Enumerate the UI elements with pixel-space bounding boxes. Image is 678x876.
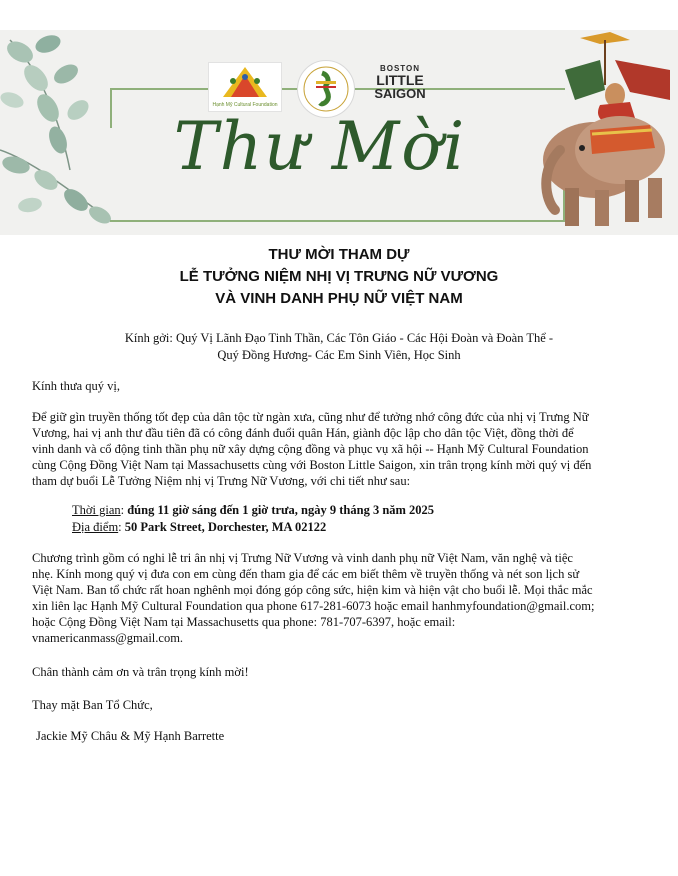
heading-line-3: VÀ VINH DANH PHỤ NỮ VIỆT NAM — [215, 290, 463, 307]
heading-line-1: THƯ MỜI THAM DỰ — [268, 246, 410, 263]
people-triangle-icon — [209, 63, 281, 103]
invitation-heading — [0, 244, 678, 310]
paragraph-line: Vương, hai vị anh thư đầu tiên đã có công đánh đuổi quân Hán, giành độc lập cho dân tộc Việt, đồng thời để — [32, 426, 574, 440]
paragraph-line: Việt Nam. Ban tổ chức rất hoan nghênh mọi đóng góp công sức, hiện kim và hiện vật cho buổi lễ. Mọi thắc mắc — [32, 583, 593, 597]
event-time: Thời gian: đúng 11 giờ sáng đến 1 giờ trưa, ngày 9 tháng 3 năm 2025 — [72, 503, 435, 517]
logo-little-text: LITTLE — [376, 72, 424, 88]
frame-left-edge — [110, 88, 112, 128]
time-label: Thời gian — [72, 503, 121, 517]
heading-line-2: LỄ TƯỞNG NIỆM NHỊ VỊ TRƯNG NỮ VƯƠNG — [179, 268, 499, 285]
invitation-script-title: Thư Mời — [173, 108, 467, 185]
boston-little-saigon-logo — [374, 65, 426, 100]
trung-sisters-elephant-illustration — [520, 30, 678, 235]
logo-caption: Hạnh Mỹ Cultural Foundation — [212, 102, 278, 108]
logo-boston-text: BOSTON — [379, 64, 421, 73]
salutation — [0, 330, 678, 364]
paragraph-line: vnamericanmass@gmail.com. — [32, 631, 184, 645]
header-banner — [0, 30, 678, 235]
greeting: Kính thưa quý vị, — [32, 379, 121, 393]
paragraph-line: nhẹ. Kính mong quý vị đưa con em cùng đến tham gia để các em biết thêm về truyền thống và nét son lịch sử — [32, 567, 580, 581]
intro-paragraph — [32, 409, 652, 489]
logo-saigon-text: SAIGON — [374, 86, 426, 101]
paragraph-line: Chương trình gồm có nghi lễ tri ân nhị vị Trưng Nữ Vương và vinh danh phụ nữ Việt Nam, văn nghệ và tiệc — [32, 551, 573, 565]
paragraph-line: cùng Cộng Đồng Việt Nam tại Massachusetts cùng với Boston Little Saigon, xin trân trọng kính mời quý vị đến — [32, 458, 592, 472]
paragraph-line: vinh danh và cổ động tinh thần phụ nữ xây dựng cộng đồng và phục vụ xã hội -- Hạnh Mỹ Cultural Foundation — [32, 442, 589, 456]
paragraph-line: hoặc Cộng Đồng Việt Nam tại Massachusetts qua phone: 781-707-6397, hoặc email: — [32, 615, 456, 629]
event-place: Địa điểm: 50 Park Street, Dorchester, MA 02122 — [72, 520, 327, 534]
closing-line: Chân thành cảm ơn và trân trọng kính mời! — [32, 665, 249, 679]
salutation-line-1: Kính gởi: Quý Vị Lãnh Đạo Tinh Thần, Các Tôn Giáo - Các Hội Đoàn và Đoàn Thể - — [124, 331, 554, 345]
program-paragraph — [32, 550, 652, 646]
paragraph-line: xin liên lạc Hạnh Mỹ Cultural Foundation qua phone 617-281-6073 hoặc email hanhmyfoundation@gmail.com; — [32, 599, 595, 613]
place-label: Địa điểm — [72, 520, 119, 534]
signature: Jackie Mỹ Châu & Mỹ Hạnh Barrette — [36, 729, 225, 743]
on-behalf-line: Thay mặt Ban Tổ Chức, — [32, 698, 153, 712]
salutation-line-2: Quý Đồng Hương- Các Em Sinh Viên, Học Sinh — [217, 348, 461, 362]
place-value: 50 Park Street, Dorchester, MA 02122 — [124, 520, 327, 534]
time-value: đúng 11 giờ sáng đến 1 giờ trưa, ngày 9 tháng 3 năm 2025 — [127, 503, 435, 517]
hanh-my-foundation-logo — [208, 62, 282, 112]
paragraph-line: tham dự buổi Lễ Tưởng Niệm nhị vị Trưng Nữ Vương, với chi tiết như sau: — [32, 474, 411, 488]
paragraph-line: Để giữ gìn truyền thống tốt đẹp của dân tộc từ ngàn xưa, cũng như để tưởng nhớ công đức của nhị vị Trưng Nữ — [32, 410, 589, 424]
